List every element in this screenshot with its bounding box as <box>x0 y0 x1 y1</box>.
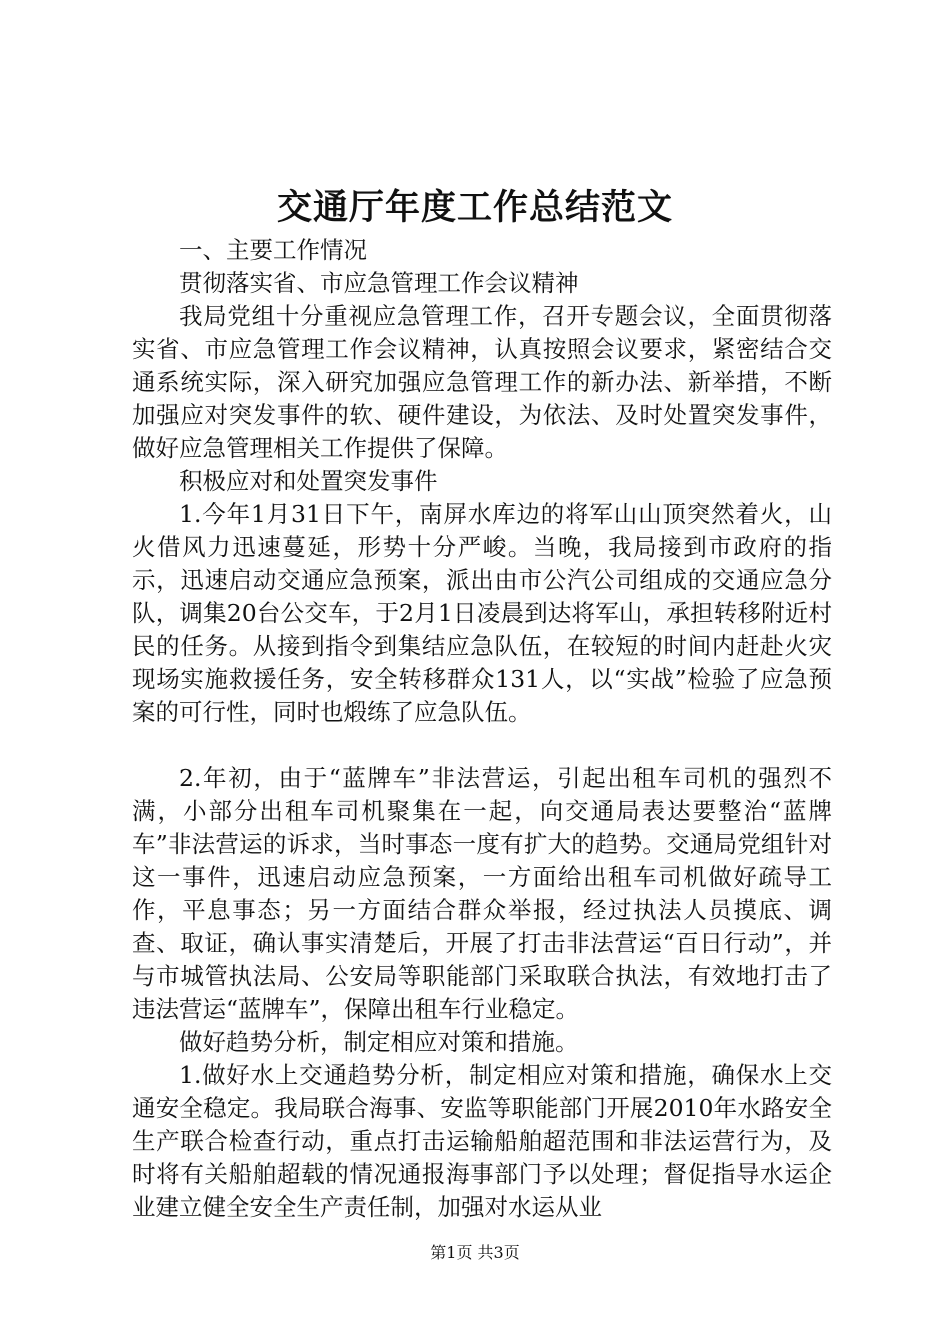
section-heading: 一、主要工作情况 <box>179 236 367 264</box>
document-title: 交通厅年度工作总结范文 <box>276 187 673 228</box>
body-paragraph: 2.年初，由于“蓝牌车”非法营运，引起出租车司机的强烈不满，小部分出租车司机聚集在一起，向交通局表达要整治“蓝牌车”非法营运的诉求，当时事态一度有扩大的趋势。交通局党组针对这一事件，迅速启动应急预案，一方面给出租车司机做好疏导工作，平息事态；另一方面结合群众举报，经过执法人员摸底、调查、取证，确认事实清楚后，开展了打击非法营运“百日行动”，并与市城管执法局、公安局等职能部门采取联合执法，有效地打击了违法营运“蓝牌车”，保障出租车行业稳定。 <box>132 764 832 1023</box>
body-paragraph: 我局党组十分重视应急管理工作，召开专题会议，全面贯彻落实省、市应急管理工作会议精神，认真按照会议要求，紧密结合交通系统实际，深入研究加强应急管理工作的新办法、新举措，不断加强应对突发事件的软、硬件建设，为依法、及时处置突发事件，做好应急管理相关工作提供了保障。 <box>132 302 832 462</box>
subsection-heading: 积极应对和处置突发事件 <box>179 467 438 495</box>
subsection-heading: 做好趋势分析，制定相应对策和措施。 <box>179 1028 579 1056</box>
document-body <box>132 234 832 1224</box>
body-paragraph: 1.今年1月31日下午，南屏水库边的将军山山顶突然着火，山火借风力迅速蔓延，形势十分严峻。当晚，我局接到市政府的指示，迅速启动交通应急预案，派出由市公汽公司组成的交通应急分队，调集20台公交车，于2月1日凌晨到达将军山，承担转移附近村民的任务。从接到指令到集结应急队伍，在较短的时间内赶赴火灾现场实施救援任务，安全转移群众131人，以“实战”检验了应急预案的可行性，同时也煅练了应急队伍。 <box>132 500 832 726</box>
body-paragraph: 1.做好水上交通趋势分析，制定相应对策和措施，确保水上交通安全稳定。我局联合海事、安监等职能部门开展2010年水路安全生产联合检查行动，重点打击运输船舶超范围和非法运营行为，及时将有关船舶超载的情况通报海事部门予以处理；督促指导水运企业建立健全安全生产责任制，加强对水运从业 <box>132 1061 832 1221</box>
page-footer: 第1页 共3页 <box>430 1243 520 1262</box>
subsection-heading: 贯彻落实省、市应急管理工作会议精神 <box>179 269 579 297</box>
